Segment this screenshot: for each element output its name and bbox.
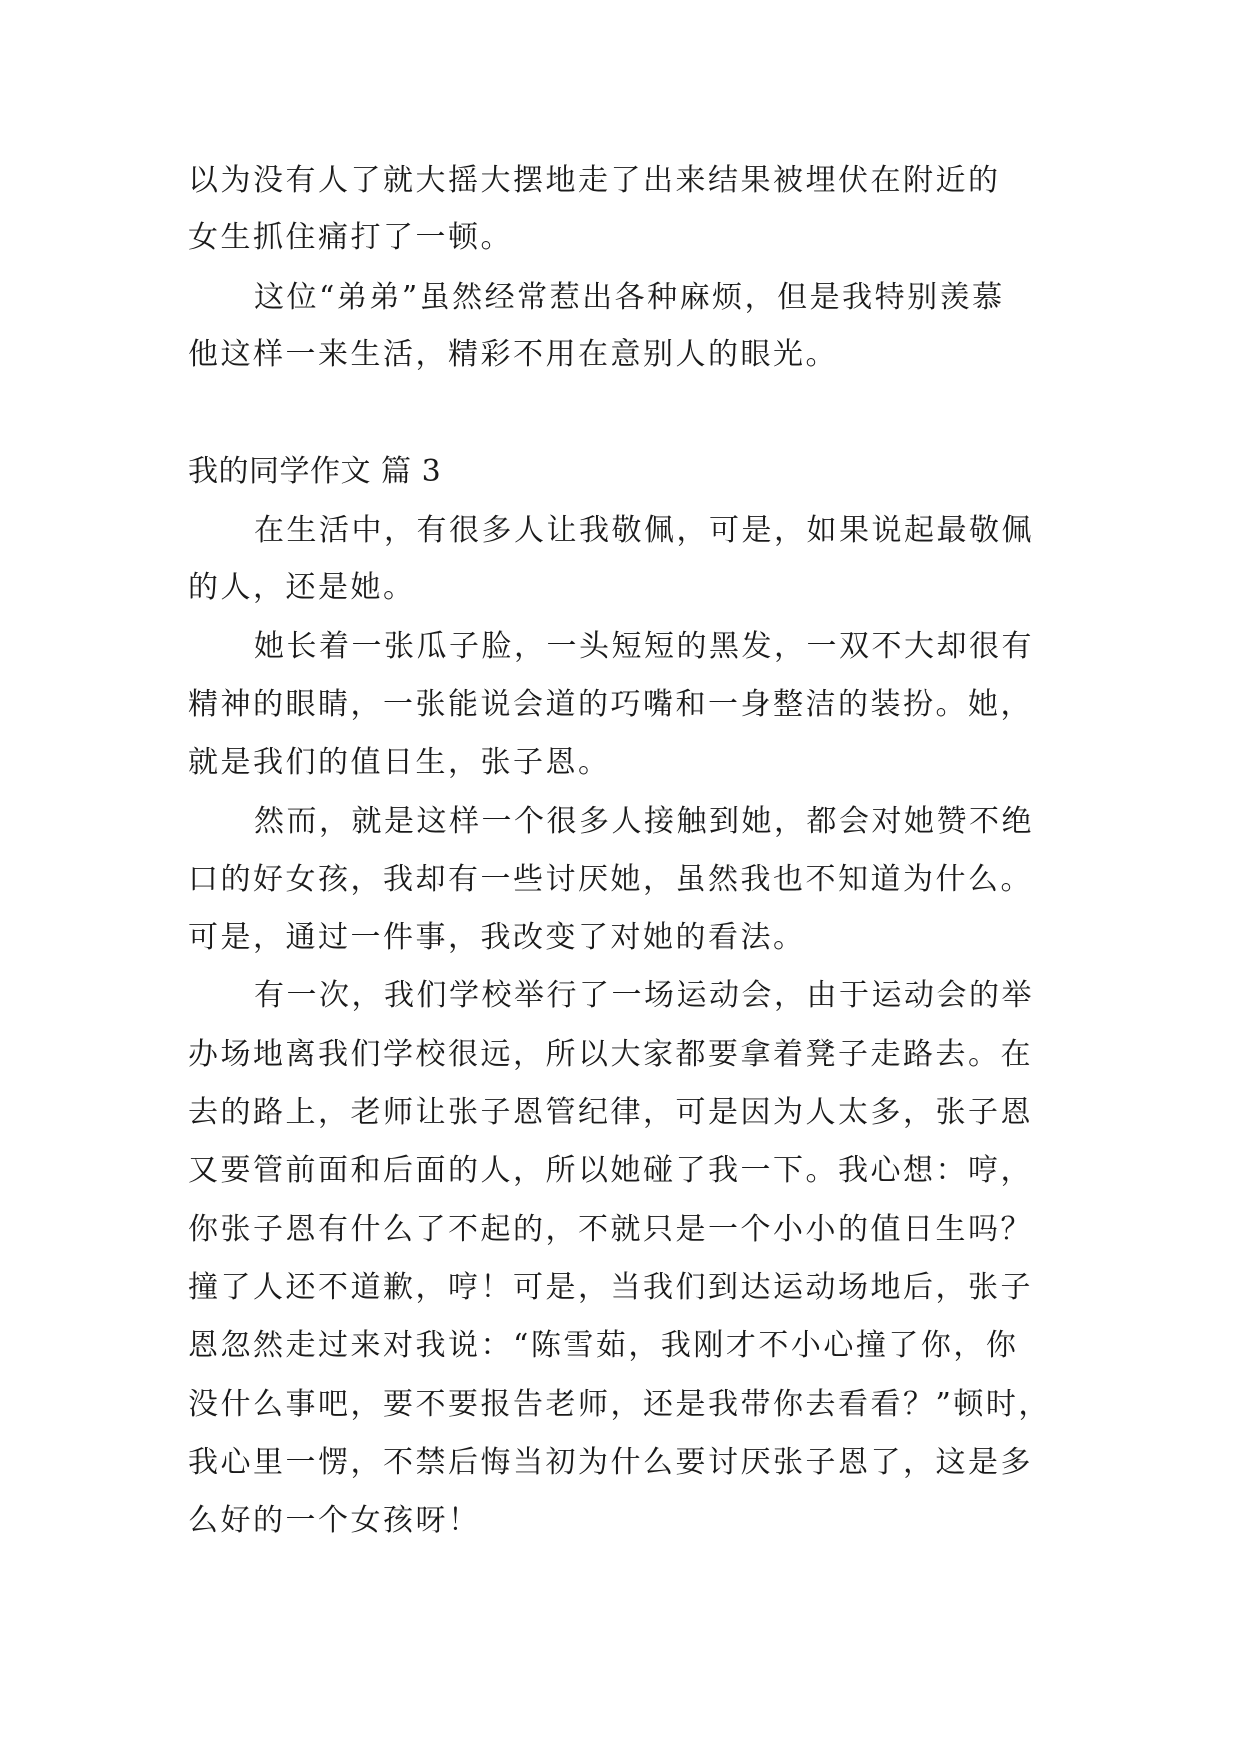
text-line: 口的好女孩，我却有一些讨厌她，虽然我也不知道为什么。 xyxy=(188,862,1033,897)
text-line: 撞了人还不道歉，哼！可是，当我们到达运动场地后，张子 xyxy=(188,1270,1033,1305)
text-line: 恩忽然走过来对我说：“陈雪茹，我刚才不小心撞了你，你 xyxy=(188,1328,1019,1363)
text-line: 办场地离我们学校很远，所以大家都要拿着凳子走路去。在 xyxy=(188,1037,1033,1072)
text-line: 的人，还是她。 xyxy=(188,570,416,605)
text-line: 没什么事吧，要不要报告老师，还是我带你去看看？”顿时， xyxy=(188,1387,1051,1422)
text-line: 然而，就是这样一个很多人接触到她，都会对她赞不绝 xyxy=(254,804,1034,839)
text-line: 么好的一个女孩呀！ xyxy=(188,1503,481,1538)
text-line: 我心里一愣，不禁后悔当初为什么要讨厌张子恩了，这是多 xyxy=(188,1445,1033,1480)
text-line: 他这样一来生活，精彩不用在意别人的眼光。 xyxy=(188,337,838,372)
text-line: 又要管前面和后面的人，所以她碰了我一下。我心想：哼， xyxy=(188,1153,1033,1188)
section-title: 我的同学作文 篇 3 xyxy=(188,454,442,489)
text-line: 精神的眼睛，一张能说会道的巧嘴和一身整洁的装扮。她， xyxy=(188,687,1033,722)
text-line: 这位“弟弟”虽然经常惹出各种麻烦，但是我特别羡慕 xyxy=(254,280,1005,315)
text-line: 去的路上，老师让张子恩管纪律，可是因为人太多，张子恩 xyxy=(188,1095,1033,1130)
text-line: 可是，通过一件事，我改变了对她的看法。 xyxy=(188,920,806,955)
text-line: 以为没有人了就大摇大摆地走了出来结果被埋伏在附近的 xyxy=(188,163,1001,198)
text-line: 就是我们的值日生，张子恩。 xyxy=(188,745,611,780)
text-line: 她长着一张瓜子脸，一头短短的黑发，一双不大却很有 xyxy=(254,629,1034,664)
text-line: 你张子恩有什么了不起的，不就只是一个小小的值日生吗？ xyxy=(188,1212,1033,1247)
text-line: 女生抓住痛打了一顿。 xyxy=(188,220,513,255)
text-line: 有一次，我们学校举行了一场运动会，由于运动会的举 xyxy=(254,978,1034,1013)
text-line: 在生活中，有很多人让我敬佩，可是，如果说起最敬佩 xyxy=(254,513,1034,548)
